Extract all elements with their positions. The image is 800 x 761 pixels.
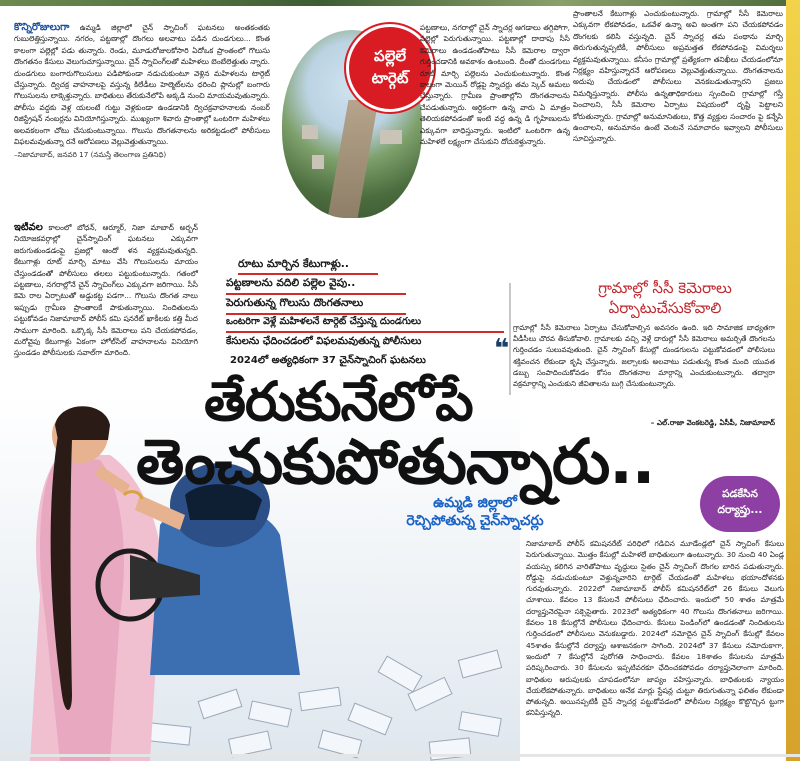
stamp-line1: పల్లెలే	[374, 47, 406, 65]
subhead-2: పట్టణాలను వదిలి పల్లెల వైపు..	[226, 277, 356, 289]
subhead-underline	[226, 313, 406, 315]
subhead-4: ఒంటరిగా వెళ్లే మహిళలనే టార్గెట్ చేస్తున్న దుండగులు	[226, 316, 422, 327]
quote-text: గ్రామాల్లో సీసీ కెమెరాలు ఏర్పాటు చేసుకోవాల్సిన అవసరం ఉంది. ఇది సామాజిక బాధ్యతగా వీడీసీలు చొరవ తీసుకోవాలి. గ్రామాలకు వచ్చి వెళ్లే దారుల్లో సీసీ కెమెరాలు అమర్చితే దొంగలను గుర్తించడం సులువవుతుంది. చైన్ స్నాచింగ్ కేసుల్లో దుండగులను పట్టుకోవడంలో పోలీసులు శక్తివంచన లేకుండా కృషి చేస్తున్నారు. జల్సాలకు అలవాటు పడుతున్న కొంత మంది యువత డబ్బు సంపాదించుకోవడం కోసం దొంగతనాల మార్గాన్ని ఎంచుకుంటున్నారు. తద్వారా వక్రమార్గాన్ని ఎంచుకుని జీవితాలను బుగ్గి చేసుకుంటున్నారు.	[513, 323, 775, 389]
headline-line-1: తేరుకునేలోపే	[204, 370, 473, 433]
article-column-3	[573, 8, 783, 252]
investigation-badge	[700, 476, 780, 532]
investigation-text: నిజామాబాద్ పోలీస్ కమిషనరేట్ పరిధిలో గడిచిన మూడేండ్లలో చైన్ స్నాచింగ్ కేసులు పెరుగుతున్నాయి. మొత్తం కేసుల్లో మహిళలే బాధితులుగా ఉంటున్నారు. 30 నుంచి 40 ఏండ్ల వయస్సు కలిగిన వారితోపాటు వృద్ధులు సైతం చైన్ స్నాచింగ్ దొంగల బారిన పడుతున్నారు. రోడ్డుపై నడుచుకుంటూ వెళ్తున్నవారిని టార్గెట్ చేయడంతో మహిళలు భయాందోళనకు గురవుతున్నారు. 2022లో నిజామాబాద్ పోలీస్ కమిషనరేట్‌లో 26 కేసులు వెలుగు చూశాయి. కేవలం 13 కేసులనే పోలీసులు ఛేదించారు. ఇందులో 50 శాతం మాత్రమే దర్యాప్తునెరపైనా సక్సెసైతారు. 2023లో అత్యధికంగా 40 గొలుసు దొంగతనాలు జరిగాయి. కేవలం 18 కేసుల్లోనే పోలీసులు ఛేదించారు. కేసులు పెండింగ్‌లో ఉండడంతో నిందితులను గుర్తించడంలో పోలీసులు వెనుకబడ్డారు. 2024లో నమోదైన చైన్ స్నాచింగ్ కేసుల్లో కేవలం 45శాతం కేసుల్లోనే దర్యాప్తు ఆశాజనకంగా సాగింది. 2024లో 37 కేసులు నమోదుకాగా, ఇందులో 7 కేసుల్లోనే పురోగతి సాధించారు. కేవలం 18శాతం కేసులను మాత్రమే పరిష్కరించారు. 30 కేసులను ఇప్పటివరకూ ఛేదించకపోవడం దర్యాప్తునెలాంగా మారింది. బాధితుల అరుపులకు చూపడంలోనూ జాప్యం వహిస్తున్నారు. బాధితులకు న్యాయం చేయలేకపోతున్నారు. బాధితులు అనేక మార్లు స్టేషన్ల చుట్టూ తిరుగుతున్నా ఫలితం లేకుండా పోతున్నది. అయినప్పటికీ చైన్ స్నాచర్ల పట్టుకోవడంలో పోలీసుల నిర్లక్ష్యం కొట్టొచ్చిన ట్టుగా కనిపిస్తున్నది.	[526, 539, 784, 718]
photo-house	[312, 155, 324, 169]
badge-line2: దర్యాప్తు...	[717, 504, 763, 516]
right-color-band	[786, 0, 800, 761]
quote-title: గ్రామాల్లో సీసీ కెమెరాలు ఏర్పాటుచేసుకోవాలి	[598, 279, 732, 317]
badge-line1: పడకేసిన	[722, 488, 758, 500]
subhead-6: 2024లో అత్యధికంగా 37 చైన్‌స్నాచింగ్ ఘటనలు	[230, 355, 426, 366]
subhead-5: కేసులను ఛేదించడంలో విఫలమవుతున్న పోలీసులు	[226, 336, 422, 347]
subhead-1: రూటు మార్చిన కేటుగాళ్లు..	[238, 258, 349, 270]
article-section-itiveela	[14, 222, 198, 402]
acp-quote-box	[505, 266, 775, 436]
subhead-underline	[238, 273, 378, 275]
stamp-line2: టార్గెట్	[371, 69, 409, 87]
quote-mark-icon: ❝	[494, 334, 510, 364]
dateline: –నిజామాబాద్, జనవరి 17 (నమస్తే తెలంగాణ ప్రతినిధి)	[14, 150, 167, 160]
section-text: కాలంలో బోధన్, ఆర్మూర్, నిజా మాబాద్ అర్బన్ నియోజకవర్గాల్లో చైన్‌స్నాచింగ్ ఘటనలు ఎక్కువగా జరుగుతుండడంపై ప్రజల్లో ఆందో ళన వ్యక్తమవుతున్నది. కేటుగాళ్లు రూట్ మార్చి మాటు వేసి గొలుసులను మాయం చేస్తుండడంతో పోలీసులు తలలు పట్టుకుంటున్నారు. గతంలో పట్టణాలు, నగరాల్లోనే చైన్ స్నాచింగ్‌లు ఎక్కువగా జరిగాయి. సీసీ కెమె రాల ఏర్పాటుతో అడ్డుకట్ట పడగా... గొలుసు దొంగత నాలు ఇప్పుడు గ్రామీణ ప్రాంతాలకే పాకుతున్నాయి. నిందితులను పట్టుకోవడం నిజామాబాద్ పోలీస్ కమి షనరేట్ ఖాకీలకు కత్తి మీద సాముగా మారింది. ఒక్కొక్క సీసీ కెమెరాలు పని చేయకపోవడం, మరోవైపు కేటుగాళ్లు ఏకంగా హోల్‌సేల్‌ వాహనాలను వినియోగి స్తుండడం పోలీసులకు సవాల్‌గా మారింది.	[14, 223, 198, 358]
ummadi-district-tag: ఉమ్మడి జిల్లాలో రెచ్చిపోతున్న చైన్‌స్నాచర్లు	[406, 495, 544, 529]
column-3-text: ప్రాంతాలనే కేటుగాళ్లు ఎంచుకుంటున్నారు. గ్రామాల్లో సీసీ కెమెరాలు ఎక్కువగా లేకపోవడం, ఒకవేళ ఉన్నా అవి అంతగా పని చేయకపోవడం దొంగలకు కలిసి వస్తున్నది. చైన్ స్నాచర్ల తమ పంథాను మార్చి తిరుగుతున్నప్పటికీ, పోలీసులు అప్రమత్తత లేకపోవడంపై విమర్శలు వ్యక్తమవుతున్నాయి. కనీసం గ్రామాల్లో ప్రత్యేకంగా తనిఖీలు చేయడంలోనూ నిర్లక్ష్యం వహిస్తున్నారనే ఆరోపణలు వెల్లువెత్తుతున్నాయి. దొంగతనాలను అదుపు చేయడంలో పోలీసులు వెనకబడుతున్నారని ప్రజలు విమర్శిస్తున్నారు. పోలీసు ఉన్నతాధికారులు స్పందించి గ్రామాల్లో గస్తీ పెంచాలని, సీసీ కెమెరాల ఏర్పాటు విషయంలో దృష్టి పెట్టాలని కోరుతున్నారు. గ్రామాల్లో అనుమానితులు, కొత్త వ్యక్తుల సంచారం పై కన్నేసి ఉంచాలని, అనుమానం ఉంటే వెంటనే సమాచారం ఇవ్వాలని పోలీసులు సూచిస్తున్నారు.	[573, 9, 783, 144]
subheads-block	[226, 258, 504, 368]
article-intro	[14, 22, 270, 212]
section-lead-word: ఇటీవల	[14, 222, 43, 233]
photo-road	[326, 100, 379, 218]
intro-lead-word: కొన్నిరోజులుగా	[14, 22, 70, 33]
column-2-text: పట్టణాలు, నగరాల్లో చైన్ స్నాచర్ల ఆగడాలు తగ్గిపోగా, పల్లెల్లో పెరుగుతున్నాయి. పట్టణాల్లో దాదాపు సీసీ కెమెరాలు ఉండడంతోపాటు సీసీ కెమెరాల ద్వారా గుర్తించడానికి అవకాశం ఉంటుంది. దీంతో దుండగులు రూట్ మార్చి పల్లెలను ఎంచుకుంటున్నారు. కొంత కాలంగా మెయిన్ రోడ్లపై స్నాచర్లు తమ స్కెచ్ అమలు చేస్తున్నారు. గ్రామీణ ప్రాంతాల్లోని దొంగతనాలను చేపడుతున్నారు. ఆర్ధికంగా ఉన్న వారు ఏ మాత్రం తెలియకపోవడంతో ఇంటి వద్ద ఉన్న డి గృహిణులను ఎక్కువగా బాధిస్తున్నారు. ఇంటిలో ఒంటరిగా ఉన్న మహిళలే లక్ష్యంగా చేసుకుని దోచుకెళ్తున్నారు.	[420, 23, 570, 147]
subhead-underline	[226, 331, 504, 333]
subhead-underline	[226, 293, 406, 295]
intro-text: ఉమ్మడి జిల్లాలో చైన్ స్నాచింగ్ ఘటనలు అంతకంతకు గుబులెత్తిస్తున్నాయి. నగరం, పట్టణాల్లో దొంగలు అలవాటు పడిన దుండగులు... కొంత కాలంగా పల్లెల్లో పడు తున్నారు. రెండు, మూడురోజులకోసారి ఏదోఒక ప్రాంతంలో గొలుసు దొంగతనం కేసులు వెలుగుచూస్తున్నాయి. చైన్ స్నాచింగ్‌లతో మహిళలు బెంబేలెత్తుతు న్నారు. దుండగులు బంగారుగొలుసులు పడిపోకుండా నడుచుకుంటూ వెళ్లిన మహిళలను టార్గెట్ చేస్తున్నారు. ద్విచక్ర వాహనాలపై వస్తున్న కిలేడీలు హెల్మెట్‌లను ధరించి ప్లానుల్లో బంగారు గొలుసులను లాక్కెళ్తున్నారు. బాధితులు తేరుకునేలోపే అక్కడి నుంచి మాయమవుతున్నారు. పోలీసు వద్దకు వెళ్ల యలంటే గుట్టు వెళ్లకుండా ఉండడానికి ద్విచక్రవాహనాలకు నంబర్ రిజిస్ట్రేషన్ నంబర్లను వినియోగిస్తున్నారు. ముఖ్యంగా శివారు ప్రాంతాల్లో ఒంటరిగా మహిళలు అలవకలంగా చోటు చేసుకుంటున్నాయి. గొలుసు దొంగతనాలను అరికట్టడంలో పోలీసులు విఫలమవుతున్నా రనే ఆరోపణలు వెల్లువెత్తుతున్నాయి.	[14, 23, 270, 147]
quote-signature: – ఎల్.రాజా వెంకటరెడ్డి, ఏసీపీ, నిజామాబాద్	[650, 418, 775, 427]
article-column-2	[420, 22, 570, 250]
photo-house	[302, 125, 318, 139]
photo-house	[380, 130, 402, 144]
investigation-article	[526, 538, 784, 750]
bottom-rule	[0, 754, 800, 757]
headline-line-2: తెంచుకుపోతున్నారు..	[136, 425, 655, 498]
top-photo-strip	[0, 0, 800, 6]
subhead-3: పెరుగుతున్న గొలుసు దొంగతనాలు	[226, 297, 364, 309]
